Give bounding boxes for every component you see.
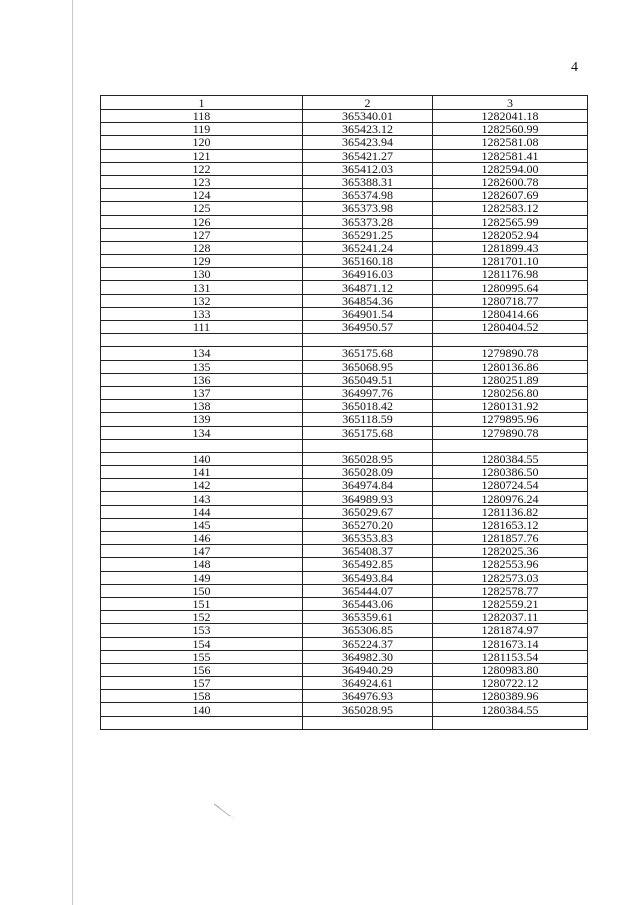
y-coordinate-cell: 1280136.86 [433,360,588,373]
header-col-1: 1 [101,96,303,110]
point-number-cell: 134 [101,347,303,360]
x-coordinate-cell: 365018.42 [303,400,433,413]
y-coordinate-cell: 1279890.78 [433,347,588,360]
table-row [101,677,588,690]
x-coordinate-cell: 365443.06 [303,597,433,610]
point-number-cell: 141 [101,466,303,479]
point-number-cell: 144 [101,505,303,518]
point-number-cell: 132 [101,294,303,307]
point-number-cell: 154 [101,637,303,650]
scan-margin-line [72,0,73,905]
table-row [101,400,588,413]
y-coordinate-cell: 1281874.97 [433,624,588,637]
point-number-cell: 146 [101,532,303,545]
point-number-cell: 150 [101,584,303,597]
y-coordinate-cell: 1280386.50 [433,466,588,479]
y-coordinate-cell: 1282565.99 [433,215,588,228]
x-coordinate-cell: 365493.84 [303,571,433,584]
table-row [101,255,588,268]
y-coordinate-cell: 1282583.12 [433,202,588,215]
x-coordinate-cell: 365388.31 [303,175,433,188]
x-coordinate-cell: 365492.85 [303,558,433,571]
header-col-3: 3 [433,96,588,110]
y-coordinate-cell: 1281857.76 [433,532,588,545]
table-row [101,439,588,452]
y-coordinate-cell: 1280389.96 [433,690,588,703]
x-coordinate-cell: 365340.01 [303,110,433,123]
table-row [101,268,588,281]
x-coordinate-cell: 364924.61 [303,677,433,690]
table-row [101,452,588,465]
table-row [101,321,588,334]
table-row [101,136,588,149]
y-coordinate-cell: 1279895.96 [433,413,588,426]
table-row [101,611,588,624]
x-coordinate-cell: 365241.24 [303,241,433,254]
x-coordinate-cell: 364940.29 [303,663,433,676]
table-row [101,175,588,188]
y-coordinate-cell: 1280384.55 [433,452,588,465]
x-coordinate-cell: 365175.68 [303,426,433,439]
y-coordinate-cell: 1280256.80 [433,386,588,399]
table-row [101,571,588,584]
table-header [101,96,588,110]
table-row [101,637,588,650]
y-coordinate-cell: 1282052.94 [433,228,588,241]
point-number-cell: 130 [101,268,303,281]
y-coordinate-cell: 1281136.82 [433,505,588,518]
point-number-cell: 129 [101,255,303,268]
x-coordinate-cell: 364982.30 [303,650,433,663]
y-coordinate-cell: 1280718.77 [433,294,588,307]
table-row [101,479,588,492]
y-coordinate-cell: 1281176.98 [433,268,588,281]
table-body [101,110,588,730]
point-number-cell: 120 [101,136,303,149]
y-coordinate-cell: 1282600.78 [433,175,588,188]
x-coordinate-cell: 365028.95 [303,452,433,465]
point-number-cell: 119 [101,123,303,136]
y-coordinate-cell: 1282594.00 [433,162,588,175]
y-coordinate-cell: 1280995.64 [433,281,588,294]
x-coordinate-cell: 364997.76 [303,386,433,399]
x-coordinate-cell [303,439,433,452]
x-coordinate-cell: 365291.25 [303,228,433,241]
x-coordinate-cell: 365270.20 [303,518,433,531]
table-row [101,228,588,241]
x-coordinate-cell: 365423.94 [303,136,433,149]
table-row [101,597,588,610]
x-coordinate-cell: 364974.84 [303,479,433,492]
point-number-cell: 142 [101,479,303,492]
point-number-cell: 139 [101,413,303,426]
table-row [101,307,588,320]
x-coordinate-cell: 365068.95 [303,360,433,373]
table-row [101,294,588,307]
table-row [101,584,588,597]
point-number-cell: 152 [101,611,303,624]
x-coordinate-cell: 364989.93 [303,492,433,505]
x-coordinate-cell: 365373.28 [303,215,433,228]
point-number-cell: 145 [101,518,303,531]
table-row [101,466,588,479]
point-number-cell: 126 [101,215,303,228]
y-coordinate-cell: 1280724.54 [433,479,588,492]
y-coordinate-cell: 1282037.11 [433,611,588,624]
point-number-cell: 149 [101,571,303,584]
y-coordinate-cell: 1281673.14 [433,637,588,650]
point-number-cell: 136 [101,373,303,386]
point-number-cell: 135 [101,360,303,373]
table-row [101,716,588,729]
table-row [101,703,588,716]
x-coordinate-cell: 365118.59 [303,413,433,426]
x-coordinate-cell: 365224.37 [303,637,433,650]
x-coordinate-cell [303,334,433,347]
table-row [101,360,588,373]
y-coordinate-cell: 1281701.10 [433,255,588,268]
y-coordinate-cell: 1282553.96 [433,558,588,571]
page-number: 4 [571,60,578,75]
x-coordinate-cell: 364854.36 [303,294,433,307]
point-number-cell: 137 [101,386,303,399]
x-coordinate-cell: 365175.68 [303,347,433,360]
x-coordinate-cell: 365373.98 [303,202,433,215]
x-coordinate-cell: 365160.18 [303,255,433,268]
table-row [101,334,588,347]
y-coordinate-cell: 1280251.89 [433,373,588,386]
y-coordinate-cell: 1280131.92 [433,400,588,413]
point-number-cell: 155 [101,650,303,663]
header-row [101,96,588,110]
x-coordinate-cell: 365412.03 [303,162,433,175]
table-row [101,189,588,202]
point-number-cell: 131 [101,281,303,294]
point-number-cell [101,716,303,729]
x-coordinate-cell: 365374.98 [303,189,433,202]
point-number-cell: 148 [101,558,303,571]
point-number-cell: 127 [101,228,303,241]
x-coordinate-cell: 365353.83 [303,532,433,545]
x-coordinate-cell: 365408.37 [303,545,433,558]
x-coordinate-cell: 364901.54 [303,307,433,320]
point-number-cell [101,439,303,452]
table-row [101,650,588,663]
y-coordinate-cell: 1280722.12 [433,677,588,690]
point-number-cell: 133 [101,307,303,320]
point-number-cell: 128 [101,241,303,254]
table-row [101,518,588,531]
x-coordinate-cell: 365306.85 [303,624,433,637]
coordinates-table [100,95,588,730]
point-number-cell: 138 [101,400,303,413]
y-coordinate-cell: 1282559.21 [433,597,588,610]
table-row [101,162,588,175]
table-row [101,690,588,703]
point-number-cell: 134 [101,426,303,439]
x-coordinate-cell: 365423.12 [303,123,433,136]
y-coordinate-cell [433,716,588,729]
header-col-2: 2 [303,96,433,110]
point-number-cell: 151 [101,597,303,610]
point-number-cell: 153 [101,624,303,637]
pen-mark [212,802,242,822]
x-coordinate-cell: 365029.67 [303,505,433,518]
x-coordinate-cell: 365028.95 [303,703,433,716]
point-number-cell: 111 [101,321,303,334]
y-coordinate-cell: 1282573.03 [433,571,588,584]
table-row [101,373,588,386]
table-row [101,663,588,676]
x-coordinate-cell: 365049.51 [303,373,433,386]
y-coordinate-cell: 1281653.12 [433,518,588,531]
y-coordinate-cell: 1280976.24 [433,492,588,505]
point-number-cell: 140 [101,703,303,716]
table-row [101,532,588,545]
y-coordinate-cell: 1282581.08 [433,136,588,149]
table-row [101,149,588,162]
point-number-cell: 122 [101,162,303,175]
x-coordinate-cell: 364916.03 [303,268,433,281]
x-coordinate-cell: 365421.27 [303,149,433,162]
x-coordinate-cell: 365028.09 [303,466,433,479]
y-coordinate-cell: 1279890.78 [433,426,588,439]
point-number-cell: 158 [101,690,303,703]
point-number-cell: 157 [101,677,303,690]
table-row [101,347,588,360]
x-coordinate-cell: 364976.93 [303,690,433,703]
point-number-cell: 156 [101,663,303,676]
x-coordinate-cell: 365444.07 [303,584,433,597]
x-coordinate-cell: 364871.12 [303,281,433,294]
y-coordinate-cell [433,439,588,452]
x-coordinate-cell: 364950.57 [303,321,433,334]
y-coordinate-cell: 1282607.69 [433,189,588,202]
y-coordinate-cell: 1280384.55 [433,703,588,716]
y-coordinate-cell: 1280414.66 [433,307,588,320]
table-row [101,241,588,254]
y-coordinate-cell: 1281153.54 [433,650,588,663]
table-row [101,110,588,123]
y-coordinate-cell: 1282578.77 [433,584,588,597]
table-row [101,123,588,136]
y-coordinate-cell: 1281899.43 [433,241,588,254]
point-number-cell: 147 [101,545,303,558]
y-coordinate-cell: 1282025.36 [433,545,588,558]
y-coordinate-cell: 1282560.99 [433,123,588,136]
point-number-cell: 123 [101,175,303,188]
x-coordinate-cell: 365359.61 [303,611,433,624]
y-coordinate-cell [433,334,588,347]
y-coordinate-cell: 1282581.41 [433,149,588,162]
table-row [101,202,588,215]
table-row [101,492,588,505]
x-coordinate-cell [303,716,433,729]
table-row [101,558,588,571]
y-coordinate-cell: 1280983.80 [433,663,588,676]
table-row [101,624,588,637]
point-number-cell: 140 [101,452,303,465]
point-number-cell: 143 [101,492,303,505]
table-row [101,386,588,399]
point-number-cell: 124 [101,189,303,202]
point-number-cell [101,334,303,347]
table-row [101,413,588,426]
point-number-cell: 121 [101,149,303,162]
table-row [101,215,588,228]
y-coordinate-cell: 1282041.18 [433,110,588,123]
point-number-cell: 118 [101,110,303,123]
point-number-cell: 125 [101,202,303,215]
table-row [101,281,588,294]
table-row [101,545,588,558]
table-row [101,505,588,518]
table-row [101,426,588,439]
y-coordinate-cell: 1280404.52 [433,321,588,334]
